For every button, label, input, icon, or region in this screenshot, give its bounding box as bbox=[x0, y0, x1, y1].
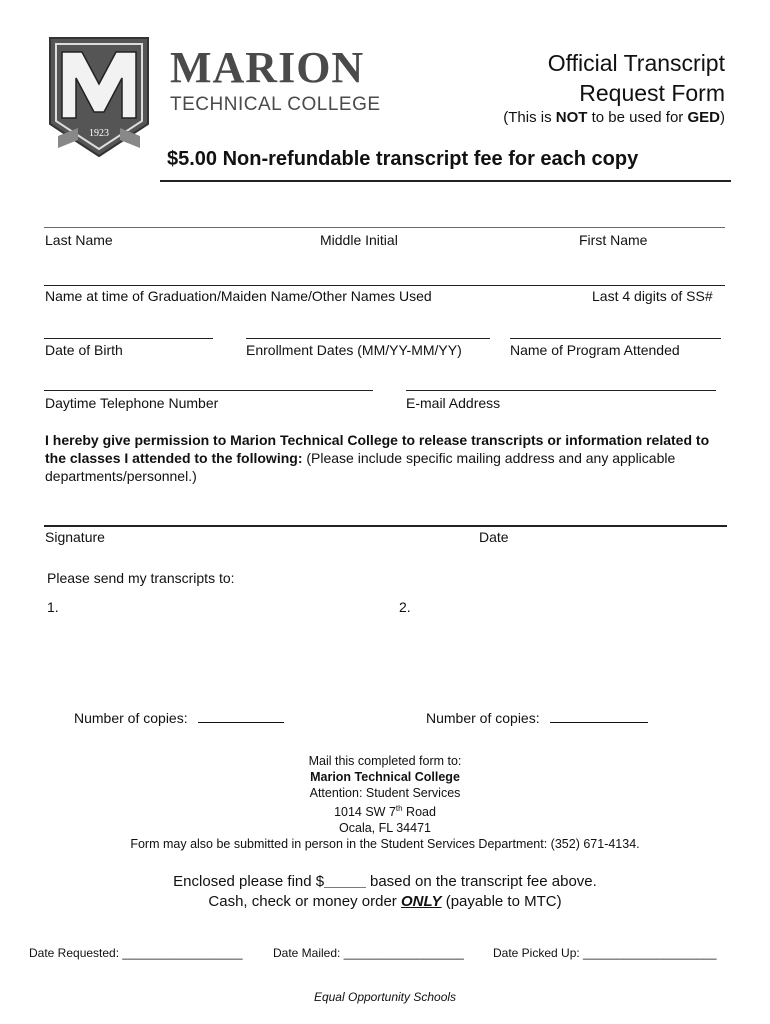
grad-name-input-line[interactable] bbox=[44, 285, 725, 286]
enclosed-post: based on the transcript fee above. bbox=[365, 873, 597, 890]
permission-bold: I hereby give permission to Marion Technical College to release transcripts or information related to the classes I attended to the following: bbox=[45, 432, 710, 466]
header-divider bbox=[160, 180, 731, 182]
payment-method-text: Cash, check or money order bbox=[208, 893, 401, 910]
logo-year: 1923 bbox=[89, 128, 109, 139]
dob-label: Date of Birth bbox=[45, 342, 123, 358]
mail-instructions bbox=[0, 753, 770, 852]
mail-street-sup: th bbox=[395, 804, 403, 813]
form-title bbox=[548, 48, 725, 108]
signature-date-label: Date bbox=[479, 529, 509, 545]
enclosed-line1 bbox=[0, 872, 770, 892]
payment-only: ONLY bbox=[400, 893, 442, 910]
last-name-label: Last Name bbox=[45, 232, 113, 248]
recipient-1-label: 1. bbox=[47, 599, 59, 615]
program-input-line[interactable] bbox=[510, 338, 721, 339]
mail-street: 1014 SW 7 bbox=[334, 805, 396, 820]
mail-line2: Marion Technical College bbox=[310, 770, 460, 784]
dob-input-line[interactable] bbox=[44, 338, 213, 339]
enrollment-input-line[interactable] bbox=[246, 338, 490, 339]
logo-subtitle: TECHNICAL COLLEGE bbox=[170, 94, 381, 115]
grad-name-label: Name at time of Graduation/Maiden Name/Other Names Used bbox=[45, 288, 432, 304]
fee-heading: $5.00 Non-refundable transcript fee for each copy bbox=[167, 148, 639, 170]
permission-note: (Please include specific mailing address and any applicable departments/personnel.) bbox=[45, 450, 676, 484]
enclosed-line2 bbox=[0, 892, 770, 912]
copies-2-input[interactable] bbox=[550, 708, 648, 723]
copies-2-label: Number of copies: bbox=[426, 710, 540, 726]
note-pre: (This is bbox=[503, 109, 556, 126]
middle-initial-label: Middle Initial bbox=[320, 232, 398, 248]
form-title-line1: Official Transcript bbox=[547, 50, 725, 76]
note-post: ) bbox=[720, 109, 725, 126]
send-heading: Please send my transcripts to: bbox=[47, 570, 235, 586]
signature-label: Signature bbox=[45, 529, 105, 545]
program-label: Name of Program Attended bbox=[510, 342, 680, 358]
enrollment-label: Enrollment Dates (MM/YY-MM/YY) bbox=[246, 342, 462, 358]
college-logo-shield bbox=[48, 36, 150, 158]
name-input-line[interactable] bbox=[44, 227, 725, 228]
date-mailed-field[interactable]: Date Mailed: __________________ bbox=[273, 946, 464, 960]
mail-line3: Attention: Student Services bbox=[309, 786, 461, 800]
phone-label: Daytime Telephone Number bbox=[45, 395, 219, 411]
enclosed-amount-blank[interactable]: _____ bbox=[324, 873, 366, 890]
email-input-line[interactable] bbox=[406, 390, 716, 391]
form-note bbox=[503, 109, 725, 126]
mail-street-post: Road bbox=[402, 805, 436, 820]
signature-input-line[interactable] bbox=[44, 525, 727, 527]
enclosed-pre: Enclosed please find $ bbox=[173, 873, 325, 890]
copies-1-label: Number of copies: bbox=[74, 710, 188, 726]
form-title-line2: Request Form bbox=[579, 80, 725, 106]
logo-wordmark: MARION bbox=[170, 43, 365, 92]
date-picked-up-field[interactable]: Date Picked Up: ____________________ bbox=[493, 946, 717, 960]
payment-instructions bbox=[0, 872, 770, 912]
first-name-label: First Name bbox=[579, 232, 648, 248]
mail-line5: Ocala, FL 34471 bbox=[339, 821, 431, 836]
note-not: NOT bbox=[555, 109, 588, 126]
copies-1-input[interactable] bbox=[198, 708, 284, 723]
copies-2 bbox=[426, 708, 648, 726]
note-mid: to be used for bbox=[587, 109, 688, 126]
date-requested-field[interactable]: Date Requested: __________________ bbox=[29, 946, 243, 960]
ssn-label: Last 4 digits of SS# bbox=[592, 288, 713, 304]
phone-input-line[interactable] bbox=[44, 390, 373, 391]
footer-eos: Equal Opportunity Schools bbox=[313, 990, 457, 1004]
mail-line6: Form may also be submitted in person in the Student Services Department: (352) 671-4134. bbox=[130, 837, 640, 852]
permission-statement bbox=[45, 431, 725, 485]
note-ged: GED bbox=[687, 109, 720, 126]
payment-payable: (payable to MTC) bbox=[441, 893, 562, 910]
email-label: E-mail Address bbox=[406, 395, 501, 411]
mail-line1: Mail this completed form to: bbox=[308, 754, 462, 768]
recipient-2-label: 2. bbox=[399, 599, 411, 615]
copies-1 bbox=[74, 708, 284, 726]
mail-line4 bbox=[0, 801, 770, 820]
